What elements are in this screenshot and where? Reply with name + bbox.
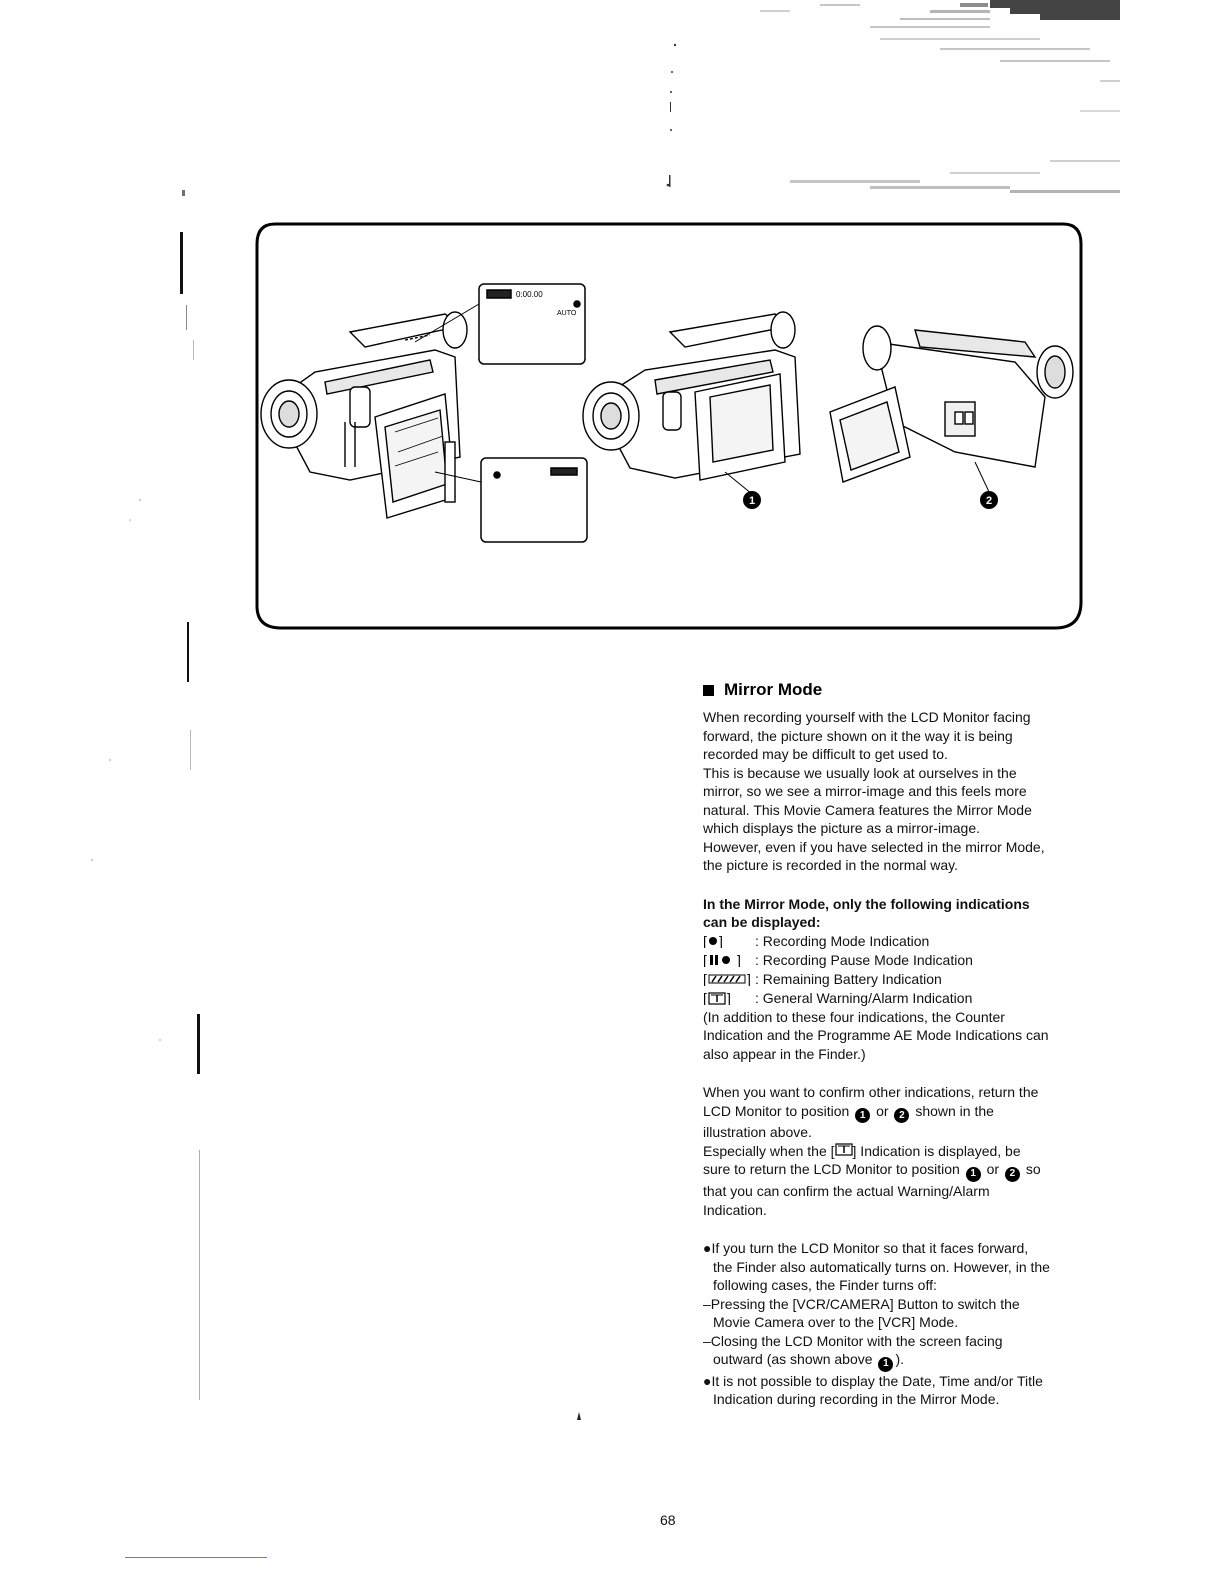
svg-text:]: ] (737, 953, 741, 967)
note-line: Movie Camera over to the [VCR] Mode. (713, 1314, 959, 1330)
indication-row (703, 970, 1093, 989)
intro-line: the picture is recorded in the normal way. (703, 857, 958, 873)
battery-icon (703, 970, 755, 989)
camcorder-illustration (255, 222, 1083, 630)
warning-icon (835, 1143, 853, 1156)
especially-line: Indication. (703, 1201, 767, 1218)
intro-line: When recording yourself with the LCD Monitor facing (703, 709, 1031, 725)
callout-2: 2 (985, 495, 993, 507)
note-line: –Closing the LCD Monitor with the screen facing (703, 1332, 1003, 1349)
intro-line: forward, the picture shown on it the way it is being (703, 727, 1013, 744)
indication-label: : General Warning/Alarm Indication (755, 989, 973, 1006)
indication-row (703, 932, 1093, 951)
indication-label: : Remaining Battery Indication (755, 970, 942, 987)
recording-dot-icon (703, 932, 755, 951)
note-line: –Pressing the [VCR/CAMERA] Button to switch the (703, 1295, 1020, 1312)
svg-text:[: [ (703, 991, 707, 1005)
indications-heading: In the Mirror Mode, only the following indications (703, 895, 1030, 912)
camcorder-left (261, 312, 467, 518)
indication-row (703, 951, 1093, 970)
indications-heading: can be displayed: (703, 914, 821, 930)
page-number: 68 (660, 1512, 676, 1528)
camcorder-middle (583, 312, 800, 494)
especially-line: Especially when the [ ] Indication is displayed, be (703, 1142, 1021, 1159)
square-bullet-icon (703, 685, 714, 696)
warning-icon (703, 989, 755, 1008)
indications-note: Indication and the Programme AE Mode Indications can (703, 1027, 1049, 1043)
margin-marks (0, 0, 230, 1584)
circle-2-icon: 2 (1005, 1167, 1020, 1182)
indication-label: : Recording Mode Indication (755, 932, 930, 949)
note-line: Indication during recording in the Mirror Mode. (713, 1391, 1000, 1408)
intro-line: However, even if you have selected in the mirror Mode, (703, 838, 1045, 855)
svg-text:]: ] (727, 991, 731, 1005)
confirm-line: When you want to confirm other indications, return the (703, 1084, 1039, 1100)
stray-mark (575, 1410, 583, 1422)
camcorder-right (830, 326, 1073, 494)
callout-1: 1 (748, 495, 756, 507)
indication-label: : Recording Pause Mode Indication (755, 951, 973, 968)
circle-1-icon: 1 (878, 1357, 893, 1372)
circle-2-icon: 2 (894, 1108, 909, 1123)
confirm-line: LCD Monitor to position 1 or 2 shown in the (703, 1102, 1093, 1124)
note-line: outward (as shown above 1 ). (703, 1350, 1093, 1372)
note-line: following cases, the Finder turns off: (713, 1277, 937, 1293)
pause-record-icon (703, 951, 755, 970)
note-line: ●If you turn the LCD Monitor so that it faces forward, (703, 1240, 1029, 1256)
svg-text:[: [ (703, 934, 707, 948)
especially-line: that you can confirm the actual Warning/Alarm (703, 1183, 990, 1199)
display-counter: 0:00.00 (516, 290, 543, 299)
finder-display-mirror (435, 458, 587, 542)
indications-note: (In addition to these four indications, the Counter (703, 1008, 1005, 1025)
section-title-text: Mirror Mode (724, 680, 823, 699)
confirm-line: illustration above. (703, 1124, 812, 1141)
intro-line: This is because we usually look at ourselves in the (703, 764, 1017, 781)
notes-list (703, 1239, 1093, 1409)
intro-line: recorded may be difficult to get used to. (703, 746, 948, 762)
intro-line: natural. This Movie Camera features the Mirror Mode (703, 801, 1032, 818)
svg-text:]: ] (719, 934, 723, 948)
especially-line: sure to return the LCD Monitor to position 1 or 2 so (703, 1160, 1093, 1182)
mirror-mode-section (703, 680, 1093, 1409)
intro-paragraph (703, 708, 1093, 875)
note-line: ●It is not possible to display the Date, Time and/or Title (703, 1372, 1043, 1389)
indication-row (703, 989, 1093, 1008)
section-title (703, 680, 1093, 700)
display-mode: AUTO (557, 310, 577, 317)
intro-line: mirror, so we see a mirror-image and this feels more (703, 783, 1027, 799)
svg-text:[: [ (703, 972, 707, 986)
bottom-rule (125, 1557, 267, 1558)
note-line: the Finder also automatically turns on. However, in the (713, 1258, 1050, 1275)
circle-1-icon: 1 (966, 1167, 981, 1182)
intro-line: which displays the picture as a mirror-image. (703, 820, 980, 836)
svg-text:[: [ (703, 953, 707, 967)
svg-text:]: ] (747, 972, 751, 986)
circle-1-icon: 1 (855, 1108, 870, 1123)
indications-note: also appear in the Finder.) (703, 1045, 866, 1062)
indications-list (703, 932, 1093, 1008)
